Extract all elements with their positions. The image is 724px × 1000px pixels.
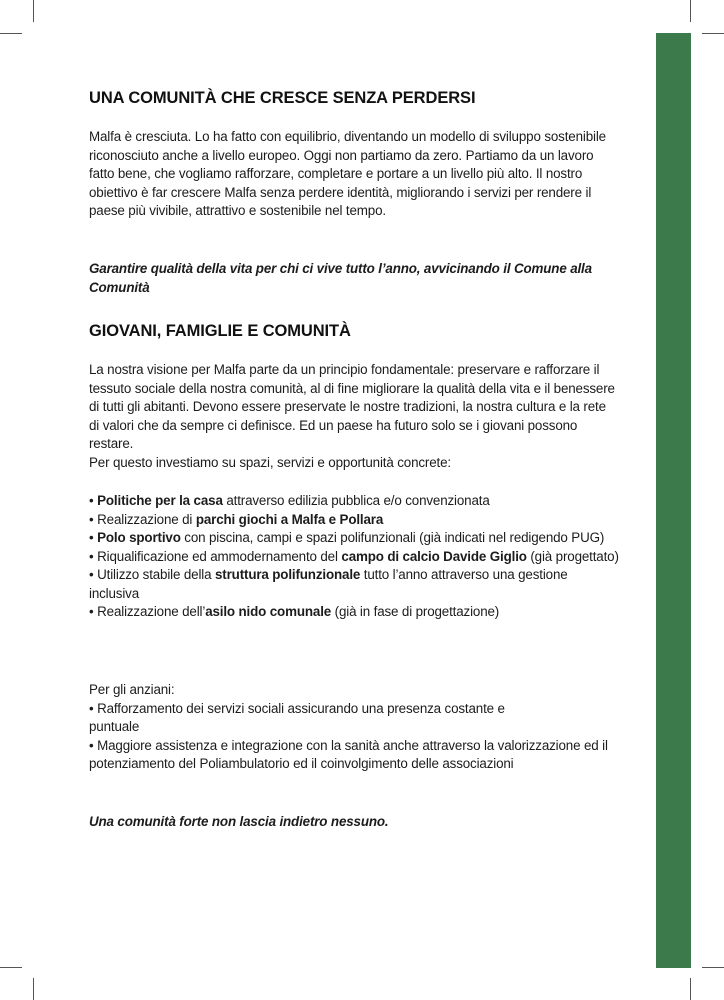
list-item: • Polo sportivo con piscina, campi e spazi polifunzionali (già indicati nel redigendo PUG) — [89, 530, 605, 545]
crop-mark — [702, 967, 724, 968]
list-item: • Realizzazione dell’asilo nido comunale (già in fase di progettazione) — [89, 604, 500, 619]
crop-mark — [33, 0, 34, 22]
section-heading: UNA COMUNITÀ CHE CRESCE SENZA PERDERSI — [89, 89, 476, 107]
closing-statement: Una comunità forte non lascia indietro nessuno. — [89, 814, 389, 829]
green-side-bar — [656, 33, 691, 968]
elderly-intro: Per gli anziani: — [89, 682, 175, 697]
crop-mark — [0, 967, 22, 968]
crop-mark — [33, 978, 34, 1000]
crop-mark — [0, 33, 22, 34]
list-item: • Politiche per la casa attraverso edilizia pubblica e/o convenzionata — [89, 493, 490, 508]
list-item: • Maggiore assistenza e integrazione con la sanità anche attraverso la valorizzazione ed il potenziamento del Poliambulatorio ed il coinvolgimento delle associazioni — [89, 737, 608, 771]
list-item: • Realizzazione di parchi giochi a Malfa e Pollara — [89, 511, 384, 527]
tagline: Garantire qualità della vita per chi ci vive tutto l’anno, avvicinando il Comune alla Comunità — [89, 261, 592, 295]
bullet-list — [89, 492, 619, 622]
vision-text: La nostra visione per Malfa parte da un principio fondamentale: preservare e rafforzare il tessuto sociale della nostra comunità, al di fine migliorare la qualità della vita e il benessere di tutti gli abitanti. Devono essere preservate le nostre tradizioni, la nostra cultura e la rete di valori che da sempre ci definisce. Ed un paese ha futuro solo se i giovani possono restare. — [89, 362, 615, 451]
list-item: • Rafforzamento dei servizi sociali assicurando una presenza costante e puntuale — [89, 700, 505, 734]
list-item: • Utilizzo stabile della struttura polifunzionale tutto l’anno attraverso una gestione inclusiva — [89, 567, 568, 601]
list-item: • Riqualificazione ed ammodernamento del campo di calcio Davide Giglio (già progettato) — [89, 548, 619, 564]
section-heading: GIOVANI, FAMIGLIE E COMUNITÀ — [89, 322, 351, 340]
intro-paragraph: Malfa è cresciuta. Lo ha fatto con equilibrio, diventando un modello di sviluppo sostenibile riconosciuto anche a livello europeo. Oggi non partiamo da zero. Partiamo da un lavoro fatto bene, che vogliamo rafforzare, completare e portare a un livello più alto. Il nostro obiettivo è far crescere Malfa senza perdere identità, migliorando i servizi per rendere il paese più vivibile, attrattivo e sostenibile nel tempo. — [89, 129, 606, 218]
investment-intro: Per questo investiamo su spazi, servizi e opportunità concrete: — [89, 454, 451, 470]
crop-mark — [702, 33, 724, 34]
elderly-list — [89, 681, 619, 774]
vision-paragraph — [89, 361, 619, 472]
crop-mark — [690, 978, 691, 1000]
crop-mark — [690, 0, 691, 22]
